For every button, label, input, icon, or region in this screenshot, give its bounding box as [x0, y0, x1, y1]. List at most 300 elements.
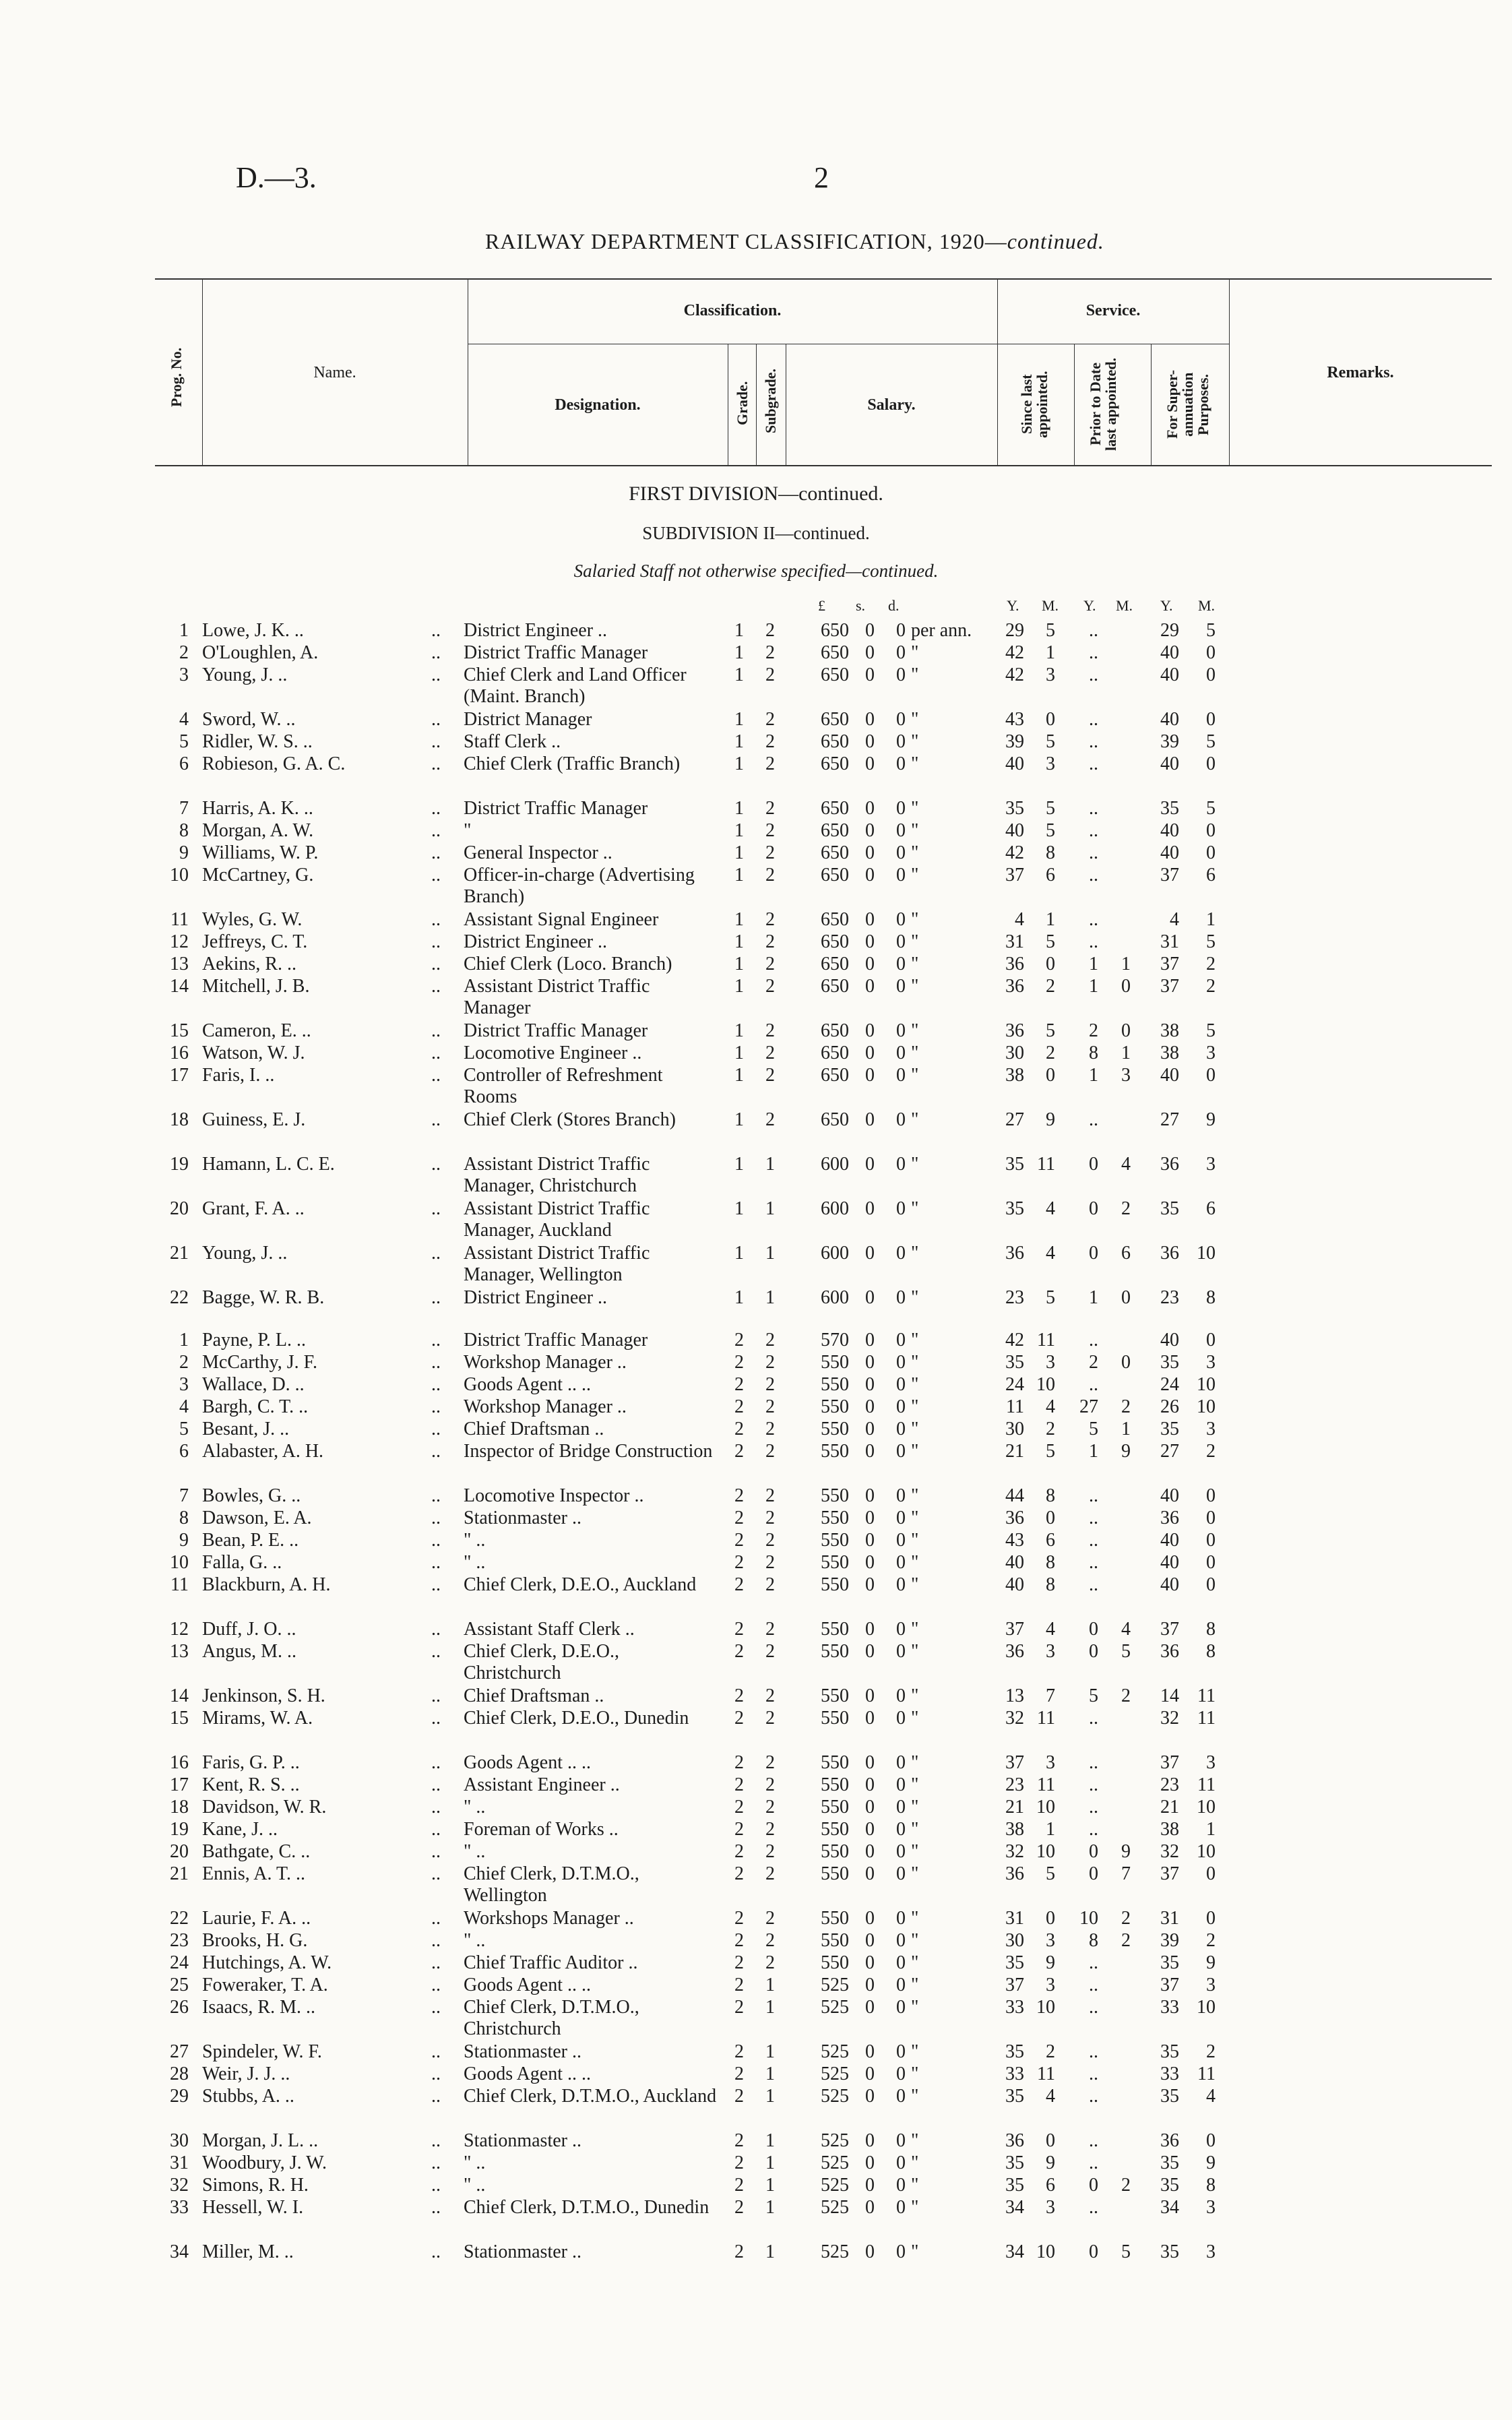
cell-grade: 1 [734, 820, 744, 841]
cell-m3: 2 [1206, 2041, 1216, 2062]
cell-sal: 650 [821, 709, 849, 730]
cell-m3: 2 [1206, 1441, 1216, 1462]
cell-s: 0 [865, 1774, 875, 1795]
months-label-1: M. [1042, 597, 1059, 614]
cell-no: 28 [170, 2064, 189, 2084]
cell-y2: .. [1089, 1552, 1098, 1573]
cell-desig: Chief Clerk (Loco. Branch) [464, 954, 672, 974]
cell-sub: 2 [765, 954, 775, 974]
cell-no: 15 [170, 1020, 189, 1041]
cell-y3: 36 [1160, 2130, 1179, 2151]
cell-m3: 10 [1197, 1797, 1216, 1818]
for-super-heading: For Super-annuation Purposes. [1164, 369, 1212, 439]
cell-s: 0 [865, 798, 875, 819]
cell-y3: 40 [1160, 753, 1179, 774]
cell-d: 0 [896, 1908, 906, 1929]
cell-y2: .. [1089, 1797, 1098, 1818]
cell-no: 18 [170, 1797, 189, 1818]
cell-no: 10 [170, 1552, 189, 1573]
cell-y1: 35 [1005, 2175, 1024, 2196]
cell-y3: 34 [1160, 2197, 1179, 2218]
cell-y3: 26 [1160, 1396, 1179, 1417]
cell-y1: 44 [1005, 1485, 1024, 1506]
cell-desig: Assistant District Traffic Manager, Auckland [464, 1198, 650, 1241]
cell-per: " [911, 865, 919, 886]
cell-per: " [911, 1574, 919, 1595]
prior-to-heading: Prior to Date last appointed. [1087, 357, 1120, 452]
cell-y2: 2 [1089, 1020, 1098, 1041]
cell-grade: 2 [734, 1908, 744, 1929]
cell-per: " [911, 1841, 919, 1862]
cell-m3: 0 [1206, 820, 1216, 841]
prog-no-heading: Prog. No. [168, 347, 185, 408]
cell-name: McCarthy, J. F. [202, 1352, 317, 1373]
cell-d: 0 [896, 664, 906, 685]
cell-sub: 2 [765, 1508, 775, 1528]
cell-per: " [911, 2197, 919, 2218]
cell-m3: 0 [1206, 1065, 1216, 1086]
cell-y1: 31 [1005, 931, 1024, 952]
cell-y3: 37 [1160, 865, 1179, 886]
cell-m1: 0 [1046, 1908, 1055, 1929]
years-label-3: Y. [1160, 597, 1173, 614]
cell-s: 0 [865, 1752, 875, 1773]
cell-m2: 1 [1121, 1043, 1131, 1063]
cell-m3: 8 [1206, 1287, 1216, 1308]
cell-sal: 550 [821, 1841, 849, 1862]
cell-sub: 2 [765, 1530, 775, 1551]
cell-sub: 2 [765, 1374, 775, 1395]
cell-sub: 1 [765, 1198, 775, 1219]
cell-d: 0 [896, 1065, 906, 1086]
cell-d: 0 [896, 798, 906, 819]
cell-y2: .. [1089, 2064, 1098, 2084]
cell-no: 8 [179, 820, 189, 841]
cell-sub: 2 [765, 976, 775, 997]
cell-s: 0 [865, 1641, 875, 1662]
cell-m3: 3 [1206, 1419, 1216, 1439]
cell-per: " [911, 1419, 919, 1439]
cell-d: 0 [896, 1330, 906, 1351]
cell-desig: Stationmaster .. [464, 1508, 581, 1528]
cell-y1: 27 [1005, 1109, 1024, 1130]
cell-name: Kent, R. S. .. [202, 1774, 300, 1795]
cell-grade: 2 [734, 2064, 744, 2084]
cell-sub: 2 [765, 1441, 775, 1462]
cell-desig: Chief Clerk, D.E.O., Dunedin [464, 1708, 689, 1729]
cell-m1: 10 [1036, 1797, 1055, 1818]
cell-sal: 550 [821, 1352, 849, 1373]
cell-m1: 1 [1046, 1819, 1055, 1840]
cell-d: 0 [896, 1530, 906, 1551]
cell-d: 0 [896, 1109, 906, 1130]
cell-y2: .. [1089, 1374, 1098, 1395]
cell-sub: 2 [765, 865, 775, 886]
cell-m1: 10 [1036, 2241, 1055, 2262]
cell-sub: 2 [765, 1109, 775, 1130]
cell-desig: District Traffic Manager [464, 1330, 648, 1351]
cell-no: 30 [170, 2130, 189, 2151]
cell-sal: 650 [821, 1109, 849, 1130]
cell-d: 0 [896, 1841, 906, 1862]
cell-dots: .. [431, 1043, 441, 1063]
cell-name: Sword, W. .. [202, 709, 296, 730]
cell-no: 13 [170, 1641, 189, 1662]
cell-desig: " .. [464, 1797, 486, 1818]
cell-m3: 3 [1206, 2197, 1216, 2218]
cell-m3: 6 [1206, 1198, 1216, 1219]
cell-y3: 40 [1160, 1530, 1179, 1551]
cell-desig: Workshop Manager .. [464, 1352, 627, 1373]
subgrade-heading: Subgrade. [762, 369, 779, 433]
cell-m3: 2 [1206, 976, 1216, 997]
cell-no: 21 [170, 1863, 189, 1884]
cell-sub: 2 [765, 1574, 775, 1595]
cell-m3: 11 [1197, 2064, 1216, 2084]
cell-s: 0 [865, 1574, 875, 1595]
cell-desig: Chief Clerk, D.T.M.O., Wellington [464, 1863, 639, 1906]
cell-dots: .. [431, 820, 441, 841]
cell-no: 3 [179, 664, 189, 685]
cell-m3: 0 [1206, 753, 1216, 774]
cell-dots: .. [431, 1352, 441, 1373]
cell-sub: 1 [765, 2086, 775, 2107]
cell-grade: 1 [734, 842, 744, 863]
cell-desig: Goods Agent .. .. [464, 1752, 591, 1773]
cell-s: 0 [865, 2241, 875, 2262]
cell-m1: 1 [1046, 642, 1055, 663]
cell-sub: 2 [765, 1952, 775, 1973]
cell-per: " [911, 2175, 919, 2196]
cell-y3: 21 [1160, 1797, 1179, 1818]
cell-name: Ennis, A. T. .. [202, 1863, 305, 1884]
cell-y1: 40 [1005, 820, 1024, 841]
cell-m1: 5 [1046, 1441, 1055, 1462]
cell-per: " [911, 1020, 919, 1041]
cell-sal: 550 [821, 1508, 849, 1528]
cell-m1: 5 [1046, 798, 1055, 819]
cell-m2: 1 [1121, 954, 1131, 974]
cell-s: 0 [865, 1374, 875, 1395]
cell-y2: .. [1089, 1997, 1098, 2018]
cell-d: 0 [896, 1930, 906, 1951]
cell-name: Simons, R. H. [202, 2175, 309, 2196]
cell-y2: .. [1089, 2130, 1098, 2151]
cell-y3: 36 [1160, 1508, 1179, 1528]
cell-name: Bowles, G. .. [202, 1485, 301, 1506]
cell-y1: 40 [1005, 1574, 1024, 1595]
page-number: 2 [814, 161, 829, 194]
cell-y2: .. [1089, 931, 1098, 952]
cell-m3: 0 [1206, 1552, 1216, 1573]
cell-per: " [911, 1708, 919, 1729]
cell-y1: 36 [1005, 2130, 1024, 2151]
cell-no: 23 [170, 1930, 189, 1951]
cell-per: " [911, 976, 919, 997]
cell-dots: .. [431, 954, 441, 974]
cell-sal: 525 [821, 2086, 849, 2107]
cell-no: 5 [179, 1419, 189, 1439]
cell-y1: 35 [1005, 2041, 1024, 2062]
cell-m2: 2 [1121, 2175, 1131, 2196]
cell-s: 0 [865, 954, 875, 974]
cell-grade: 1 [734, 976, 744, 997]
cell-s: 0 [865, 2197, 875, 2218]
cell-desig: Chief Clerk, D.E.O., Christchurch [464, 1641, 619, 1683]
cell-no: 4 [179, 709, 189, 730]
cell-y3: 35 [1160, 2175, 1179, 2196]
cell-dots: .. [431, 931, 441, 952]
cell-no: 12 [170, 931, 189, 952]
cell-per: " [911, 1198, 919, 1219]
cell-m1: 5 [1046, 1863, 1055, 1884]
cell-dots: .. [431, 1997, 441, 2018]
cell-no: 17 [170, 1065, 189, 1086]
cell-desig: Assistant Signal Engineer [464, 909, 659, 930]
cell-s: 0 [865, 1530, 875, 1551]
cell-desig: " [464, 820, 472, 841]
cell-desig: Chief Traffic Auditor .. [464, 1952, 638, 1973]
cell-desig: Chief Clerk, D.T.M.O., Christchurch [464, 1997, 639, 2039]
cell-m3: 5 [1206, 1020, 1216, 1041]
cell-m3: 5 [1206, 620, 1216, 641]
cell-grade: 2 [734, 1330, 744, 1351]
cell-y3: 35 [1160, 2241, 1179, 2262]
cell-desig: Stationmaster .. [464, 2241, 581, 2262]
cell-m2: 5 [1121, 1641, 1131, 1662]
cell-no: 13 [170, 954, 189, 974]
cell-desig: Foreman of Works .. [464, 1819, 619, 1840]
cell-s: 0 [865, 1975, 875, 1995]
cell-y1: 32 [1005, 1708, 1024, 1729]
cell-dots: .. [431, 1109, 441, 1130]
cell-grade: 2 [734, 2241, 744, 2262]
divider-subgrade [756, 344, 757, 466]
cell-sub: 1 [765, 1243, 775, 1264]
cell-m1: 7 [1046, 1685, 1055, 1706]
cell-name: Hamann, L. C. E. [202, 1154, 335, 1175]
subdivision-heading: SUBDIVISION II—continued. [642, 523, 870, 543]
cell-y3: 27 [1160, 1441, 1179, 1462]
cell-dots: .. [431, 2197, 441, 2218]
cell-per: " [911, 709, 919, 730]
cell-y2: 1 [1089, 954, 1098, 974]
cell-no: 14 [170, 1685, 189, 1706]
cell-sub: 1 [765, 1997, 775, 2018]
cell-y1: 36 [1005, 954, 1024, 974]
cell-no: 14 [170, 976, 189, 997]
cell-y3: 37 [1160, 976, 1179, 997]
cell-m1: 3 [1046, 2197, 1055, 2218]
cell-name: Angus, M. .. [202, 1641, 297, 1662]
cell-name: Spindeler, W. F. [202, 2041, 322, 2062]
cell-m1: 3 [1046, 1930, 1055, 1951]
cell-d: 0 [896, 1774, 906, 1795]
header-top-rule [155, 278, 1492, 280]
cell-sub: 2 [765, 731, 775, 752]
cell-desig: " .. [464, 1552, 486, 1573]
cell-y1: 35 [1005, 2086, 1024, 2107]
cell-y3: 27 [1160, 1109, 1179, 1130]
cell-sal: 650 [821, 842, 849, 863]
cell-sub: 1 [765, 1154, 775, 1175]
cell-y1: 11 [1006, 1396, 1024, 1417]
cell-sub: 2 [765, 1396, 775, 1417]
cell-y3: 40 [1160, 1552, 1179, 1573]
cell-sal: 650 [821, 1065, 849, 1086]
cell-m3: 2 [1206, 1930, 1216, 1951]
cell-s: 0 [865, 731, 875, 752]
cell-sub: 2 [765, 1908, 775, 1929]
cell-y2: 5 [1089, 1685, 1098, 1706]
cell-sal: 600 [821, 1154, 849, 1175]
cell-sub: 1 [765, 2041, 775, 2062]
cell-y1: 42 [1005, 842, 1024, 863]
cell-m1: 8 [1046, 1552, 1055, 1573]
cell-dots: .. [431, 1441, 441, 1462]
cell-m1: 0 [1046, 2130, 1055, 2151]
cell-m1: 10 [1036, 1997, 1055, 2018]
cell-sal: 550 [821, 1574, 849, 1595]
cell-grade: 2 [734, 2197, 744, 2218]
cell-d: 0 [896, 842, 906, 863]
cell-per: " [911, 798, 919, 819]
cell-s: 0 [865, 1109, 875, 1130]
cell-dots: .. [431, 1774, 441, 1795]
cell-desig: Locomotive Inspector .. [464, 1485, 644, 1506]
cell-grade: 2 [734, 1975, 744, 1995]
cell-sub: 1 [765, 1975, 775, 1995]
cell-desig: Workshop Manager .. [464, 1396, 627, 1417]
cell-grade: 2 [734, 1797, 744, 1818]
cell-grade: 1 [734, 709, 744, 730]
cell-no: 21 [170, 1243, 189, 1264]
cell-dots: .. [431, 1952, 441, 1973]
cell-sub: 1 [765, 2241, 775, 2262]
cell-y1: 35 [1005, 798, 1024, 819]
cell-no: 33 [170, 2197, 189, 2218]
cell-desig: " .. [464, 1841, 486, 1862]
cell-y1: 35 [1005, 1952, 1024, 1973]
cell-desig: District Traffic Manager [464, 1020, 648, 1041]
cell-per: " [911, 2064, 919, 2084]
cell-y2: .. [1089, 2152, 1098, 2173]
cell-s: 0 [865, 1287, 875, 1308]
cell-dots: .. [431, 1797, 441, 1818]
cell-no: 7 [179, 798, 189, 819]
cell-d: 0 [896, 620, 906, 641]
cell-m3: 9 [1206, 2152, 1216, 2173]
cell-y2: .. [1089, 1485, 1098, 1506]
cell-sal: 650 [821, 820, 849, 841]
cell-dots: .. [431, 1419, 441, 1439]
cell-sub: 2 [765, 753, 775, 774]
cell-m1: 10 [1036, 1374, 1055, 1395]
cell-per: " [911, 1154, 919, 1175]
cell-y1: 35 [1005, 2152, 1024, 2173]
cell-y2: .. [1089, 642, 1098, 663]
cell-y2: 0 [1089, 1619, 1098, 1640]
cell-y3: 40 [1160, 1065, 1179, 1086]
cell-m3: 8 [1206, 2175, 1216, 2196]
cell-y3: 33 [1160, 1997, 1179, 2018]
cell-m3: 10 [1197, 1374, 1216, 1395]
cell-y1: 30 [1005, 1419, 1024, 1439]
cell-y2: 0 [1089, 1243, 1098, 1264]
cell-s: 0 [865, 1619, 875, 1640]
cell-name: Young, J. .. [202, 1243, 288, 1264]
cell-s: 0 [865, 1154, 875, 1175]
cell-m3: 9 [1206, 1109, 1216, 1130]
cell-s: 0 [865, 1797, 875, 1818]
cell-per: " [911, 1952, 919, 1973]
cell-desig: Staff Clerk .. [464, 731, 561, 752]
cell-sal: 650 [821, 954, 849, 974]
cell-s: 0 [865, 709, 875, 730]
cell-no: 7 [179, 1485, 189, 1506]
cell-name: Isaacs, R. M. .. [202, 1997, 315, 2018]
cell-desig: Chief Clerk (Stores Branch) [464, 1109, 676, 1130]
cell-m1: 10 [1036, 1841, 1055, 1862]
cell-m3: 0 [1206, 842, 1216, 863]
cell-no: 22 [170, 1287, 189, 1308]
cell-desig: Assistant Staff Clerk .. [464, 1619, 635, 1640]
cell-grade: 1 [734, 1109, 744, 1130]
cell-y3: 36 [1160, 1243, 1179, 1264]
cell-d: 0 [896, 1619, 906, 1640]
cell-m2: 0 [1121, 1020, 1131, 1041]
years-label-1: Y. [1007, 597, 1019, 614]
cell-m3: 0 [1206, 1485, 1216, 1506]
cell-grade: 1 [734, 865, 744, 886]
cell-m1: 11 [1037, 1330, 1055, 1351]
cell-m1: 11 [1037, 2064, 1055, 2084]
cell-d: 0 [896, 731, 906, 752]
cell-sal: 650 [821, 865, 849, 886]
cell-sal: 650 [821, 1043, 849, 1063]
cell-y3: 40 [1160, 820, 1179, 841]
cell-m3: 11 [1197, 1708, 1216, 1729]
cell-name: Davidson, W. R. [202, 1797, 327, 1818]
cell-dots: .. [431, 2086, 441, 2107]
cell-y1: 43 [1005, 1530, 1024, 1551]
cell-d: 0 [896, 1797, 906, 1818]
cell-m3: 5 [1206, 798, 1216, 819]
page-header-code: D.—3. [236, 161, 317, 194]
cell-y3: 29 [1160, 620, 1179, 641]
cell-m1: 4 [1046, 1396, 1055, 1417]
cell-sub: 1 [765, 2175, 775, 2196]
cell-y2: .. [1089, 820, 1098, 841]
cell-y1: 36 [1005, 1641, 1024, 1662]
cell-name: Foweraker, T. A. [202, 1975, 328, 1995]
cell-y1: 38 [1005, 1065, 1024, 1086]
cell-y1: 40 [1005, 1552, 1024, 1573]
cell-d: 0 [896, 2197, 906, 2218]
designation-heading: Designation. [555, 396, 641, 414]
cell-desig: Assistant District Traffic Manager, Wellington [464, 1243, 650, 1285]
cell-sal: 570 [821, 1330, 849, 1351]
cell-no: 12 [170, 1619, 189, 1640]
cell-m2: 0 [1121, 976, 1131, 997]
cell-y3: 32 [1160, 1708, 1179, 1729]
cell-per: " [911, 2130, 919, 2151]
cell-no: 15 [170, 1708, 189, 1729]
cell-s: 0 [865, 820, 875, 841]
cell-m1: 0 [1046, 954, 1055, 974]
cell-m2: 5 [1121, 2241, 1131, 2262]
cell-m1: 4 [1046, 1198, 1055, 1219]
